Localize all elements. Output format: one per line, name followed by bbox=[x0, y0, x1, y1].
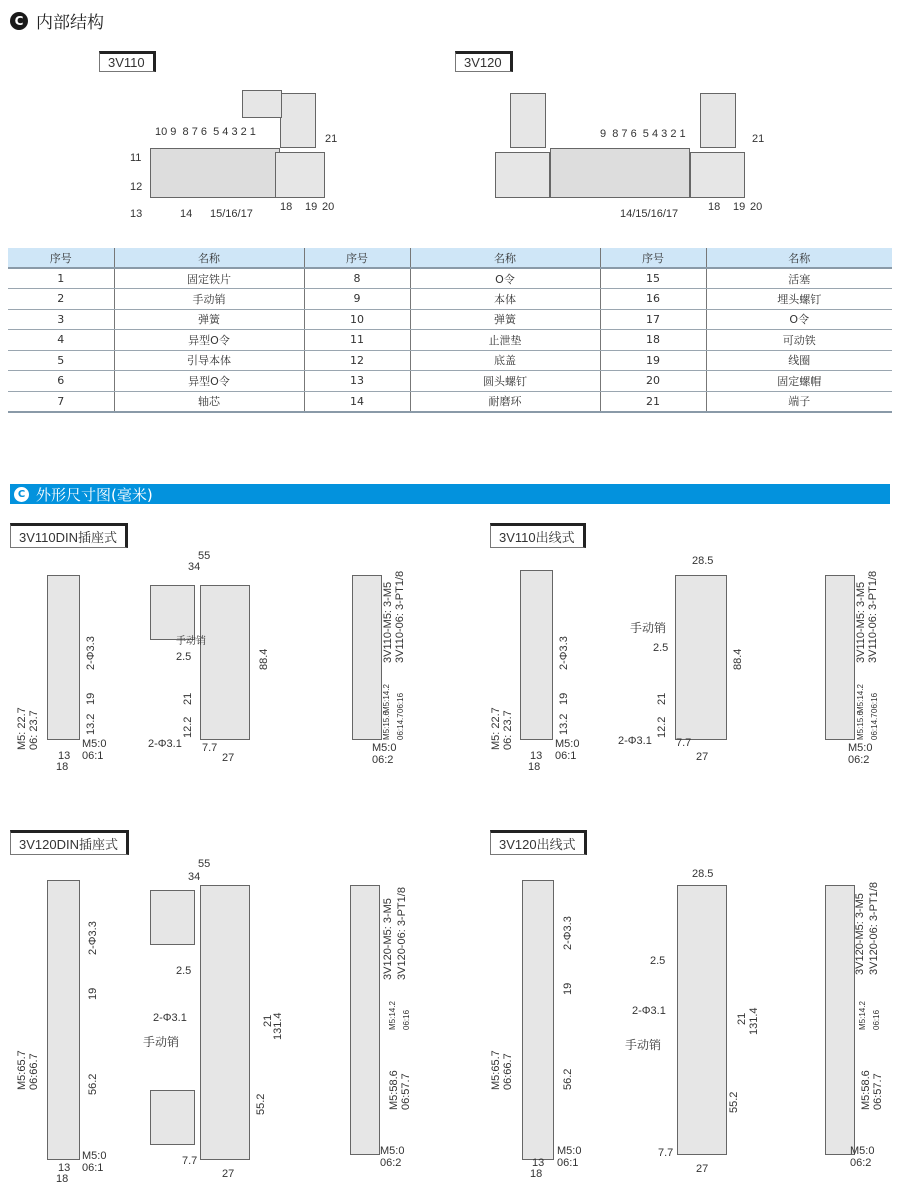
cell: 13 bbox=[304, 371, 410, 392]
cell: 止泄垫 bbox=[410, 330, 600, 351]
cell: 耐磨环 bbox=[410, 391, 600, 412]
cell: 10 bbox=[304, 309, 410, 330]
cell: 固定铁片 bbox=[114, 268, 304, 289]
cell: 底盖 bbox=[410, 350, 600, 371]
section-dimensions-bar bbox=[10, 484, 890, 504]
model-tag-3v120: 3V120 bbox=[455, 51, 513, 72]
cell: O令 bbox=[410, 268, 600, 289]
cell: 异型O令 bbox=[114, 371, 304, 392]
section-title: 外形尺寸图(毫米) bbox=[36, 485, 153, 504]
cell: 20 bbox=[600, 371, 706, 392]
cell: 1 bbox=[8, 268, 114, 289]
cell: O令 bbox=[706, 309, 892, 330]
header-no: 序号 bbox=[304, 248, 410, 268]
cell: 2 bbox=[8, 289, 114, 310]
model-tag-3v110: 3V110 bbox=[99, 51, 156, 72]
cell: 轴芯 bbox=[114, 391, 304, 412]
cell: 活塞 bbox=[706, 268, 892, 289]
cell: 弹簧 bbox=[114, 309, 304, 330]
cell: 引导本体 bbox=[114, 350, 304, 371]
table-row bbox=[8, 330, 892, 351]
cell: 17 bbox=[600, 309, 706, 330]
table-row bbox=[8, 371, 892, 392]
table-row bbox=[8, 391, 892, 412]
cell: 16 bbox=[600, 289, 706, 310]
c-circle-icon: C bbox=[14, 487, 29, 502]
cell: 埋头螺钉 bbox=[706, 289, 892, 310]
cell: 7 bbox=[8, 391, 114, 412]
table-header-row bbox=[8, 248, 892, 268]
section-title: 内部结构 bbox=[36, 13, 104, 33]
cell: 18 bbox=[600, 330, 706, 351]
cell: 14 bbox=[304, 391, 410, 412]
cell: 手动销 bbox=[114, 289, 304, 310]
table-row bbox=[8, 289, 892, 310]
cell: 线圈 bbox=[706, 350, 892, 371]
table-row bbox=[8, 309, 892, 330]
cell: 8 bbox=[304, 268, 410, 289]
cell: 11 bbox=[304, 330, 410, 351]
c-circle-icon: C bbox=[10, 12, 28, 30]
table-row bbox=[8, 268, 892, 289]
cell: 3 bbox=[8, 309, 114, 330]
dimension-drawing-3v120-wire: 2-Φ3.3 19 56.2 M5:65.7 06:66.7 M5:0 06:1 13 18 28.5 2.5 2-Φ3.1 手动销 21 131.4 55.2 7.7 27 3V120-M5: 3-M5 3V120-06: 3-PT1/8 M5:14.2 06:16 M5:58.6 06:57.7 M5:0 06:2 bbox=[490, 868, 884, 1180]
cell: 可动铁 bbox=[706, 330, 892, 351]
cell: 9 bbox=[304, 289, 410, 310]
cell: 21 bbox=[600, 391, 706, 412]
cell: 19 bbox=[600, 350, 706, 371]
cell: 圆头螺钉 bbox=[410, 371, 600, 392]
model-tag-3v110-din: 3V110DIN插座式 bbox=[10, 523, 128, 548]
cell: 固定螺帽 bbox=[706, 371, 892, 392]
parts-table bbox=[8, 248, 892, 413]
cell: 6 bbox=[8, 371, 114, 392]
header-name: 名称 bbox=[114, 248, 304, 268]
model-tag-3v120-din: 3V120DIN插座式 bbox=[10, 830, 129, 855]
model-tag-3v120-wire: 3V120出线式 bbox=[490, 830, 587, 855]
dimension-drawing-3v120-din: 2-Φ3.3 19 56.2 M5:65.7 06:66.7 M5:0 06:1 13 18 55 34 2.5 2-Φ3.1 手动销 21 131.4 55.2 7.7 27 3V120-M5: 3-M5 3V120-06: 3-PT1/8 M5:14.2 06:16 M5:58.6 06:57.7 M5:0 06:2 bbox=[16, 858, 412, 1185]
cell: 12 bbox=[304, 350, 410, 371]
header-no: 序号 bbox=[600, 248, 706, 268]
cell: 异型O令 bbox=[114, 330, 304, 351]
dimension-drawing-3v110-wire: 2-Φ3.3 19 13.2 M5: 22.7 06: 23.7 M5:0 06:1 13 18 28.5 手动销 2.5 88.4 21 12.2 2-Φ3.1 7.7 27 3V110-M5: 3-M5 3V110-06: 3-PT1/8 M5:14.2 06:16 M5:15.6 06:14.7 M5:0 06:2 bbox=[490, 555, 879, 773]
internal-diagram-3v110: 10 9 8 7 6 5 4 3 2 1 11 12 13 14 15/16/17 18 19 20 21 bbox=[130, 88, 340, 223]
cell: 5 bbox=[8, 350, 114, 371]
section-internal-structure-title bbox=[10, 8, 104, 33]
cell: 弹簧 bbox=[410, 309, 600, 330]
model-tag-3v110-wire: 3V110出线式 bbox=[490, 523, 586, 548]
header-name: 名称 bbox=[706, 248, 892, 268]
dimension-drawing-3v110-din: 2-Φ3.3 19 13.2 M5: 22.7 06: 23.7 M5:0 06:1 13 18 55 34 手动销 2.5 88.4 21 12.2 2-Φ3.1 7.7 27 3V110-M5: 3-M5 3V110-06: 3-PT1/8 M5:14.2 06:16 M5:15.6 06:14.7 M5:0 06:2 bbox=[16, 550, 406, 773]
header-name: 名称 bbox=[410, 248, 600, 268]
table-row bbox=[8, 350, 892, 371]
cell: 4 bbox=[8, 330, 114, 351]
cell: 端子 bbox=[706, 391, 892, 412]
internal-diagram-3v120: 9 8 7 6 5 4 3 2 1 14/15/16/17 18 19 20 21 bbox=[490, 88, 770, 223]
cell: 15 bbox=[600, 268, 706, 289]
header-no: 序号 bbox=[8, 248, 114, 268]
cell: 本体 bbox=[410, 289, 600, 310]
